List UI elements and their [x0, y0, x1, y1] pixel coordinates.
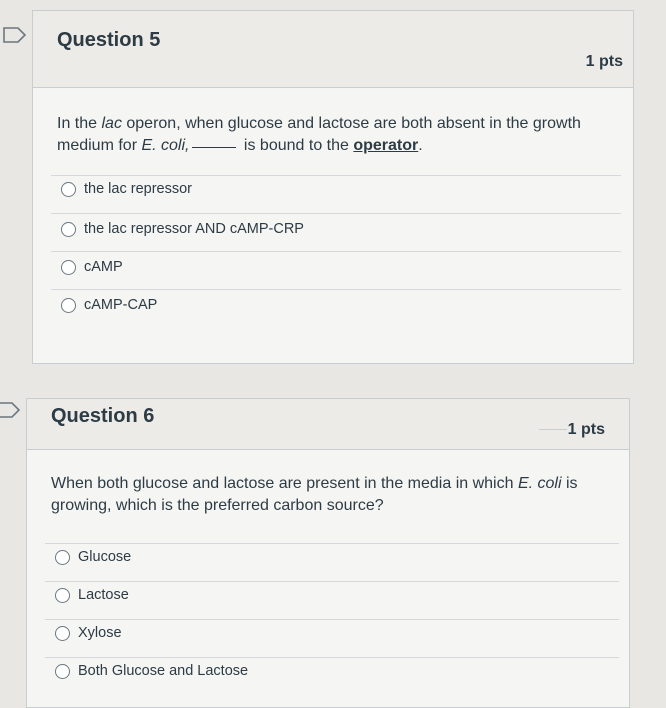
- operator-term: operator: [353, 137, 419, 154]
- answer-option[interactable]: [55, 549, 131, 565]
- answer-option[interactable]: [55, 625, 122, 641]
- radio-unchecked-icon[interactable]: [55, 626, 70, 641]
- option-separator: [51, 213, 621, 214]
- option-separator: [51, 251, 621, 252]
- answer-option[interactable]: [55, 663, 248, 679]
- question-text-part: is growing, which is the preferred carbon source?: [51, 475, 578, 514]
- option-label: Glucose: [78, 549, 132, 565]
- option-label: Both Glucose and Lactose: [78, 663, 249, 679]
- option-label: Lactose: [78, 587, 129, 603]
- radio-unchecked-icon[interactable]: [61, 222, 76, 237]
- fill-blank: [192, 147, 236, 148]
- option-separator: [51, 289, 621, 290]
- question-points: 1 pts: [567, 421, 605, 438]
- option-label: the lac repressor: [84, 181, 192, 197]
- flag-icon[interactable]: [0, 401, 22, 419]
- question-text-part: operon, when glucose and lactose are both absent in the growth medium for: [57, 115, 581, 154]
- option-separator: [45, 581, 619, 582]
- answer-option[interactable]: [55, 587, 129, 603]
- radio-unchecked-icon[interactable]: [55, 664, 70, 679]
- option-separator: [51, 175, 621, 176]
- radio-unchecked-icon[interactable]: [55, 588, 70, 603]
- question-title: Question 5: [57, 29, 161, 51]
- question-header: [27, 399, 629, 450]
- question-title: Question 6: [51, 405, 155, 427]
- question-text-part: is bound to the: [239, 137, 354, 154]
- answer-option[interactable]: [61, 181, 192, 197]
- option-label: Xylose: [78, 625, 122, 641]
- question-text-part: .: [418, 137, 423, 154]
- flag-icon[interactable]: [2, 26, 28, 44]
- question-5: [32, 10, 634, 364]
- option-separator: [45, 543, 619, 544]
- question-text-part: In the: [57, 115, 102, 132]
- radio-unchecked-icon[interactable]: [61, 260, 76, 275]
- header-divider: [539, 429, 567, 430]
- radio-unchecked-icon[interactable]: [55, 550, 70, 565]
- question-text-italic: E. coli: [517, 475, 562, 492]
- question-text-italic: E. coli,: [141, 137, 190, 154]
- question-text-part: When both glucose and lactose are present in the media in which: [51, 475, 518, 492]
- option-separator: [45, 657, 619, 658]
- question-points: 1 pts: [585, 53, 623, 70]
- radio-unchecked-icon[interactable]: [61, 182, 76, 197]
- option-separator: [45, 619, 619, 620]
- answer-option[interactable]: [61, 221, 304, 237]
- question-text: [57, 113, 617, 157]
- answer-option[interactable]: [61, 297, 157, 313]
- option-label: cAMP: [84, 259, 123, 275]
- question-header: [33, 11, 633, 88]
- answer-option[interactable]: [61, 259, 123, 275]
- question-text: [51, 473, 611, 517]
- option-label: the lac repressor AND cAMP-CRP: [84, 221, 304, 237]
- question-text-italic: lac: [101, 115, 122, 132]
- option-label: cAMP-CAP: [84, 297, 158, 313]
- question-6: [26, 398, 630, 708]
- radio-unchecked-icon[interactable]: [61, 298, 76, 313]
